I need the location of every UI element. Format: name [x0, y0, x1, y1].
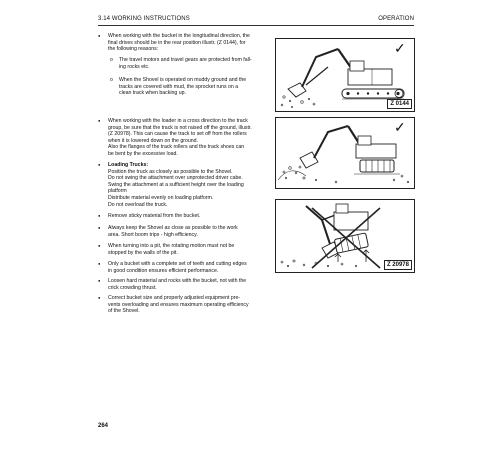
sub-item: o The travel motors and travel gears are protected from fall- ing rocks etc.: [119, 57, 252, 70]
instruction-item: ● When turning into a pit, the rotating motion must not be stopped by the walls of the pit.: [108, 243, 234, 256]
header-rule: [98, 25, 414, 26]
instruction-item: ● Loosen hard material and rocks with the bucket, not with the crick crowding thrust.: [108, 278, 246, 291]
instruction-item: ● Loading Trucks: Position the truck as closely as possible to the Shovel. Do not swing the attachment over unprotected driver cabe. Swing the attachment at a sufficient height over the loading platform Distribute material evenly on loading platform. Do not overload the truck.: [108, 162, 244, 208]
illustration-z0144: [275, 38, 415, 112]
chapter-header: OPERATION: [378, 16, 414, 22]
figure-label: Z 20978: [384, 260, 412, 270]
illustration-z20978: [275, 199, 415, 273]
figure-label: Z 0144: [387, 99, 412, 109]
instruction-item: ● When working with the loader in a cross direction to the track group, be sure that the track is not raised off the ground, illustr. (Z 20978). This can cause the track to set off from the rollers when it is lowered down on the ground. Also the flanges of the track rollers and the track shoes can be bent by the excessive load.: [108, 118, 252, 158]
page-number: 264: [98, 423, 109, 429]
instruction-item: ● When working with the bucket in the longitudinal direction, the final drives should be in the rear position illustr. (Z 0144), for the following reasons:: [108, 33, 250, 53]
instruction-item: ● Always keep the Shovel as close as possible to the work area. Short boom trips - high efficiency.: [108, 225, 238, 238]
sub-item: o When the Shovel is operated on muddy ground and the tracks are covered with mud, the sprocket runs on a clean track when backing up.: [119, 77, 246, 97]
instruction-item: ● Correct bucket size and properly adjusted equipment pre- vents overloading and ensures maximum operating efficiency of the Shovel.: [108, 295, 249, 315]
section-header: 3.14 WORKING INSTRUCTIONS: [98, 16, 190, 22]
illustration-cross-direction: [275, 117, 415, 189]
instruction-item: ● Only a bucket with a complete set of teeth and cutting edges in good condition ensures efficient performance.: [108, 261, 247, 274]
check-mark-icon: ✓: [394, 40, 406, 56]
loading-trucks-title: ● Loading Trucks:: [108, 162, 149, 168]
instruction-item: ● Remove sticky material from the bucket.: [108, 213, 200, 220]
check-mark-icon: ✓: [394, 119, 406, 135]
